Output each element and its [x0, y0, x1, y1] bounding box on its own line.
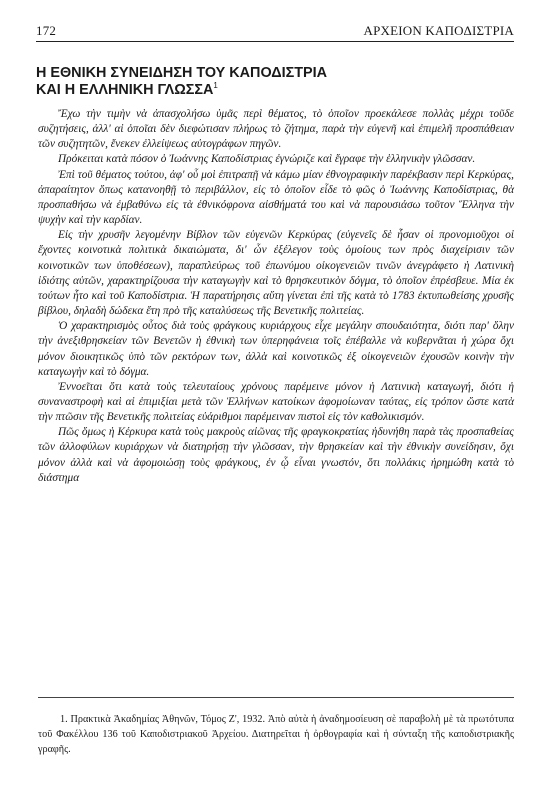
page-number: 172 [36, 23, 57, 38]
paragraph-2: Πρόκειται κατὰ πόσον ὁ Ἰωάννης Καποδίστριας ἐγνώριζε καὶ ἔγραφε τὴν ἑλληνικὴν γλῶσσαν. [58, 153, 476, 166]
running-header [36, 23, 514, 39]
paragraph-4: Εἰς τὴν χρυσῆν λεγομένην Βίβλον τῶν εὐγενῶν Κερκύρας (εὐγενεῖς δὲ ἦσαν οἱ προνομιοῦχοι οἱ ἔχοντες κοινοτικὰ πολιτικὰ δικαιώματα, δι' ὧν ἐξέλεγον τοὺς ὁμοίους των πρὸς διαχείρισιν τῶν κοινοτικῶν των ὑποθέσεων), παραπλεύρως τοῦ ἐπωνύμου οἰκογενειῶν τινῶν ἀνεγράφετο ἡ Λατινικὴ ἰδιότης αὐτῶν, χαρακτηρίζουσα τὴν καταγωγὴν καὶ τὸ θρησκευτικὸν δόγμα, τὸ ὁποῖον ἐπρέσβευε. Μία ἐκ τούτων ἦτο καὶ τοῦ Καποδίστρια. Ἡ παρατήρησις αὕτη γίνεται ἐπὶ τῆς κατὰ τὸ 1783 ἐκτυπωθείσης χρυσῆς βίβλου, δηλαδὴ δώδεκα ἔτη πρὸ τῆς καταλύσεως τῆς Βενετικῆς πολιτείας. [38, 229, 514, 318]
paragraph-5: Ὁ χαρακτηρισμὸς οὗτος διὰ τοὺς φράγκους κυριάρχους εἶχε μεγάλην σπουδαιότητα, διότι παρ' ὅλην τὴν ἀνεξιθρησκείαν τῶν Βενετῶν ἡ ἐθνικὴ των ὑπερηφάνεια τοῖς ἐπέβαλλε νὰ κυβερνᾶται ἡ χώρα ὄχι μόνον διοικητικῶς ὑπὸ τῶν ρεκτόρων των, ἀλλὰ καὶ κοινοτικῶς ἐξ οἰκογενειῶν ἐχουσῶν κοινὴν τὴν καταγωγὴν καὶ τὸ δόγμα. [38, 320, 514, 378]
article-title-line-2: ΚΑΙ Η ΕΛΛΗΝΙΚΗ ΓΛΩΣΣΑ [36, 82, 214, 98]
journal-title: ΑΡΧΕΙΟΝ ΚΑΠΟΔΙΣΤΡΙΑ [363, 23, 514, 38]
paragraph-1: Ἔχω τὴν τιμὴν νὰ ἀπασχολήσω ὑμᾶς περὶ θέματος, τὸ ὁποῖον προεκάλεσε πολλὰς μέχρι τοῦδε συζητήσεις, ἀλλ' αἱ ὁποῖαι δὲν διεφώτισαν πλήρως τὸ ζήτημα, παρὰ τὴν εὐγενῆ καὶ ἐπιμελῆ προσπάθειαν τῶν συζητητῶν, ἕνεκεν ἐλλείψεως αὐτογράφων πηγῶν. [38, 108, 514, 151]
article-title [36, 65, 506, 99]
header-divider [36, 41, 514, 42]
paragraph-7: Πῶς ὅμως ἡ Κέρκυρα κατὰ τοὺς μακροὺς αἰῶνας τῆς φραγκοκρατίας ἠδυνήθη παρὰ τὰς προσπαθείας τῶν ἀλλοφύλων κυριάρχων νὰ διατηρήσῃ τὴν γλῶσσαν, τὴν θρησκείαν καὶ τὴν ἐθνικὴν συνείδησιν, ὄχι μόνον ἀλλὰ καὶ νὰ ἀφομοιώσῃ τοὺς φράγκους, ἐν ᾧ εἶναι γνωστόν, ὅτι πολλάκις ἠρημώθη κατὰ τὸ διάστημα [38, 426, 514, 484]
article-body [38, 107, 514, 486]
footnote-reference: 1 [213, 81, 218, 91]
footnote-divider [38, 697, 514, 698]
paragraph-3: Ἐπὶ τοῦ θέματος τούτου, ἀφ' οὗ μοὶ ἐπιτραπῇ νὰ κάμω μίαν ἐθνογραφικὴν παρέκβασιν περὶ Κερκύρας, ἀπαραίτητον ὅπως κατανοηθῇ τὸ περιβάλλον, εἰς τὸ ὁποῖον εἶδε τὸ φῶς ὁ Ἰωάννης Καποδίστριας, θὰ προσπαθήσω νὰ ἐμβαθύνω εἰς τὰ ἐθνικόφρονα αἰσθήματά του καὶ νὰ παρουσιάσω τοῦτον Ἕλληνα τὴν ψυχὴν καὶ τὴν καρδίαν. [38, 168, 514, 227]
article-title-line-1: Η ΕΘΝΙΚΗ ΣΥΝΕΙΔΗΣΗ ΤΟΥ ΚΑΠΟΔΙΣΤΡΙΑ [36, 65, 328, 81]
paragraph-6: Ἐννοεῖται ὅτι κατὰ τοὺς τελευταίους χρόνους παρέμεινε μόνον ἡ Λατινικὴ καταγωγή, διότι ἡ συναναστροφὴ καὶ αἱ ἐπιμιξίαι μετὰ τῶν Ἑλλήνων κατοίκων ἀφομοίωναν ταύτας, εἰς τρόπον ὥστε κατὰ τὴν πτῶσιν τῆς Βενετικῆς πολιτείας εὐάριθμοι παρέμειναν πιστοὶ εἰς τὸν καθολικισμόν. [38, 380, 514, 424]
footnote: 1. Πρακτικὰ Ἀκαδημίας Ἀθηνῶν, Τόμος Ζ', 1932. Ἀπὸ αὐτὰ ἡ ἀναδημοσίευση σὲ παραβολὴ μὲ τὰ πρωτότυπα τοῦ Φακέλλου 136 τοῦ Καποδιστριακοῦ Ἀρχείου. Διατηρεῖται ἡ ὀρθογραφία καὶ ἡ σύνταξη τῆς καποδιστριακῆς γραφῆς. [38, 714, 514, 755]
